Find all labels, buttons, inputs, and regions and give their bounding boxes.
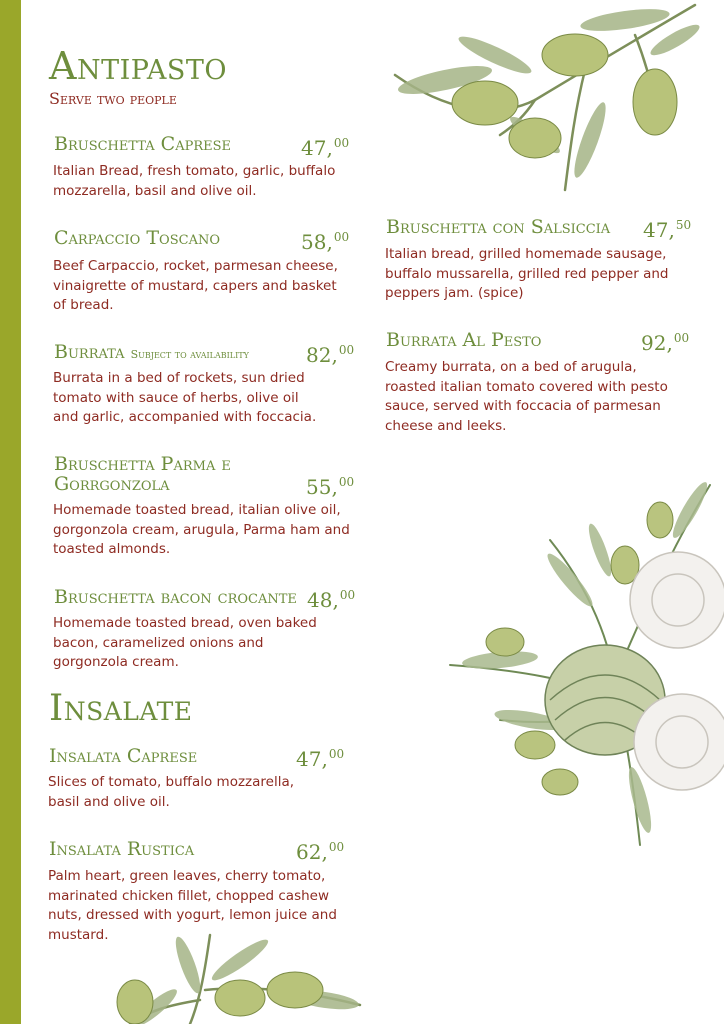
dish-price xyxy=(306,471,354,498)
price-cents: 50 xyxy=(675,218,692,232)
dish-name-insalata-rustica: Insalata Rustica xyxy=(49,838,195,860)
price-main: 48, xyxy=(307,588,339,612)
price-main: 47, xyxy=(643,218,675,242)
dish-description: Italian Bread, fresh tomato, garlic, buffalo mozzarella, basil and olive oil. xyxy=(53,163,336,199)
price-main: 47, xyxy=(301,136,333,160)
dish-name-bruschetta-salsiccia: Bruschetta con Salsiccia xyxy=(386,216,611,238)
dish-price xyxy=(296,836,344,863)
dish-name-text: Burrata xyxy=(54,341,125,363)
price-cents: 00 xyxy=(333,136,350,150)
price-main: 82, xyxy=(306,343,338,367)
price-main: 92, xyxy=(641,331,673,355)
olive-branch-illustration xyxy=(385,0,705,195)
price-cents: 00 xyxy=(338,343,355,357)
dish-price xyxy=(643,214,691,241)
price-main: 62, xyxy=(296,840,328,864)
section-title-antipasto: Antipasto xyxy=(49,44,228,88)
dish-description: Palm heart, green leaves, cherry tomato, marinated chicken fillet, chopped cashew nuts, dressed with yogurt, lemon juice and mustard. xyxy=(48,868,337,943)
dish-price xyxy=(307,584,355,611)
availability-note: Subject to availability xyxy=(130,348,249,361)
price-cents: 00 xyxy=(333,230,350,244)
dish-price xyxy=(641,327,689,354)
dish-description: Homemade toasted bread, oven baked bacon, caramelized onions and gorgonzola cream. xyxy=(53,615,317,670)
price-cents: 00 xyxy=(328,840,345,854)
dish-price xyxy=(296,743,344,770)
artichoke-rose-bouquet-illustration xyxy=(440,470,724,850)
dish-description: Burrata in a bed of rockets, sun dried tomato with sauce of herbs, olive oil and garlic, accompanied with foccacia. xyxy=(53,370,317,425)
dish-description: Homemade toasted bread, italian olive oil, gorgonzola cream, arugula, Parma ham and toasted almonds. xyxy=(53,502,350,557)
dish-price xyxy=(301,132,349,159)
price-cents: 00 xyxy=(339,588,356,602)
section-title-insalate: Insalate xyxy=(49,688,193,729)
price-cents: 00 xyxy=(673,331,690,345)
dish-name-insalata-caprese: Insalata Caprese xyxy=(49,745,198,767)
price-cents: 00 xyxy=(328,747,345,761)
price-main: 47, xyxy=(296,747,328,771)
price-cents: 00 xyxy=(338,475,355,489)
dish-name-carpaccio-toscano: Carpaccio Toscano xyxy=(54,227,220,249)
dish-description: Slices of tomato, buffalo mozzarella, basil and olive oil. xyxy=(48,774,295,810)
dish-name-bruschetta-caprese: Bruschetta Caprese xyxy=(54,133,232,155)
price-main: 58, xyxy=(301,230,333,254)
olive-branch-illustration xyxy=(110,930,370,1024)
dish-name-bruschetta-bacon: Bruschetta bacon crocante xyxy=(54,586,297,608)
dish-price xyxy=(301,226,349,253)
section-subtitle: Serve two people xyxy=(49,89,177,108)
sidebar-accent-bar xyxy=(0,0,21,1024)
dish-name-burrata xyxy=(54,342,249,365)
dish-description: Italian bread, grilled homemade sausage, buffalo mussarella, grilled red pepper and peppers jam. (spice) xyxy=(385,246,669,301)
dish-description: Creamy burrata, on a bed of arugula, roasted italian tomato covered with pesto sauce, served with foccacia of parmesan cheese and leeks. xyxy=(385,359,668,434)
dish-name-bruschetta-parma: Bruschetta Parma e Gorrgonzola xyxy=(54,453,231,495)
dish-description: Beef Carpaccio, rocket, parmesan cheese, vinaigrette of mustard, capers and basket of bread. xyxy=(53,258,338,313)
price-main: 55, xyxy=(306,475,338,499)
dish-name-burrata-al-pesto: Burrata Al Pesto xyxy=(386,329,542,351)
dish-price xyxy=(306,339,354,366)
